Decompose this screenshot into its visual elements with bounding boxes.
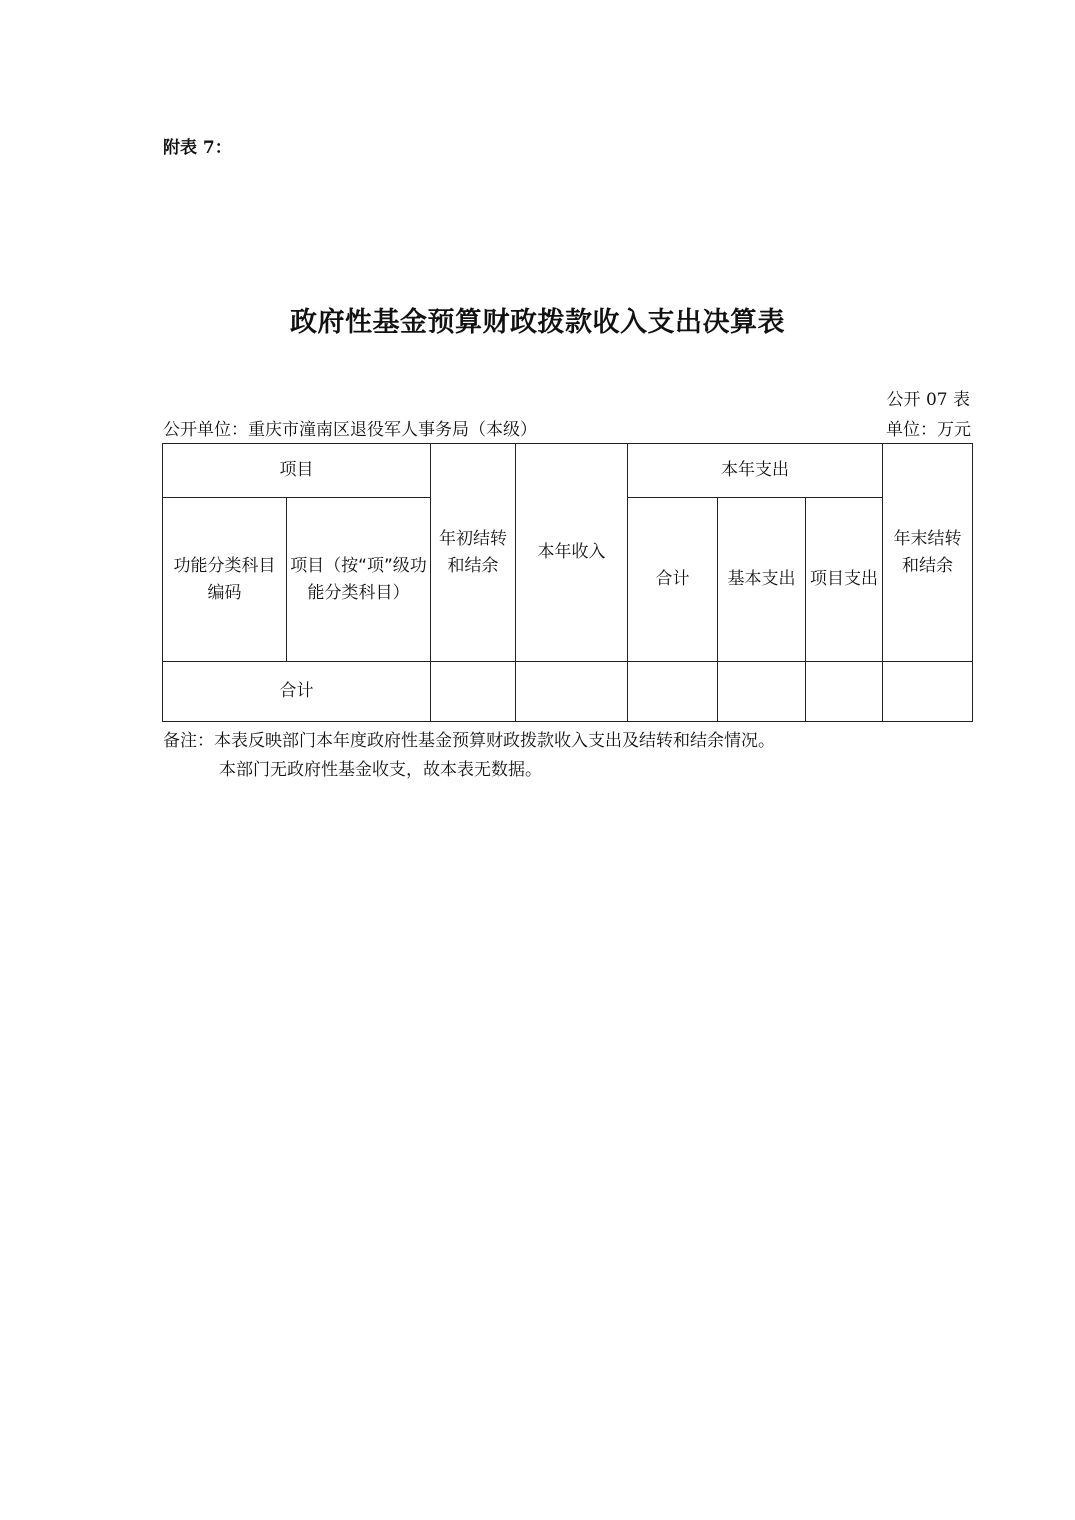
total-basic-expenditure (718, 662, 806, 722)
note-line-2: 本部门无政府性基金收支，故本表无数据。 (219, 760, 542, 780)
unit-line (163, 415, 971, 440)
header-project: 项目 (163, 444, 431, 498)
total-current-income (516, 662, 628, 722)
total-project-expenditure (806, 662, 883, 722)
attachment-label: 附表 7： (163, 138, 232, 158)
publishing-unit: 公开单位：重庆市潼南区退役军人事务局（本级） (163, 420, 537, 440)
currency-unit: 单位：万元 (886, 420, 971, 440)
header-row-1 (163, 444, 973, 498)
form-number: 公开 07 表 (886, 390, 970, 410)
total-opening-balance (431, 662, 516, 722)
header-current-expenditure: 本年支出 (628, 444, 883, 498)
note-line-1: 备注：本表反映部门本年度政府性基金预算财政拨款收入支出及结转和结余情况。 (163, 731, 775, 751)
header-basic-expenditure: 基本支出 (718, 498, 806, 662)
document-title: 政府性基金预算财政拨款收入支出决算表 (290, 307, 785, 338)
header-project-expenditure: 项目支出 (806, 498, 883, 662)
header-function-code: 功能分类科目编码 (163, 498, 287, 662)
header-subtotal: 合计 (628, 498, 718, 662)
total-row (163, 662, 973, 722)
header-closing-balance: 年末结转和结余 (883, 444, 973, 662)
header-project-by-item: 项目（按“项”级功能分类科目） (287, 498, 431, 662)
total-closing-balance (883, 662, 973, 722)
header-opening-balance: 年初结转和结余 (431, 444, 516, 662)
notes (163, 727, 775, 785)
budget-table (162, 443, 973, 722)
total-label: 合计 (163, 662, 431, 722)
header-current-income: 本年收入 (516, 444, 628, 662)
total-subtotal (628, 662, 718, 722)
